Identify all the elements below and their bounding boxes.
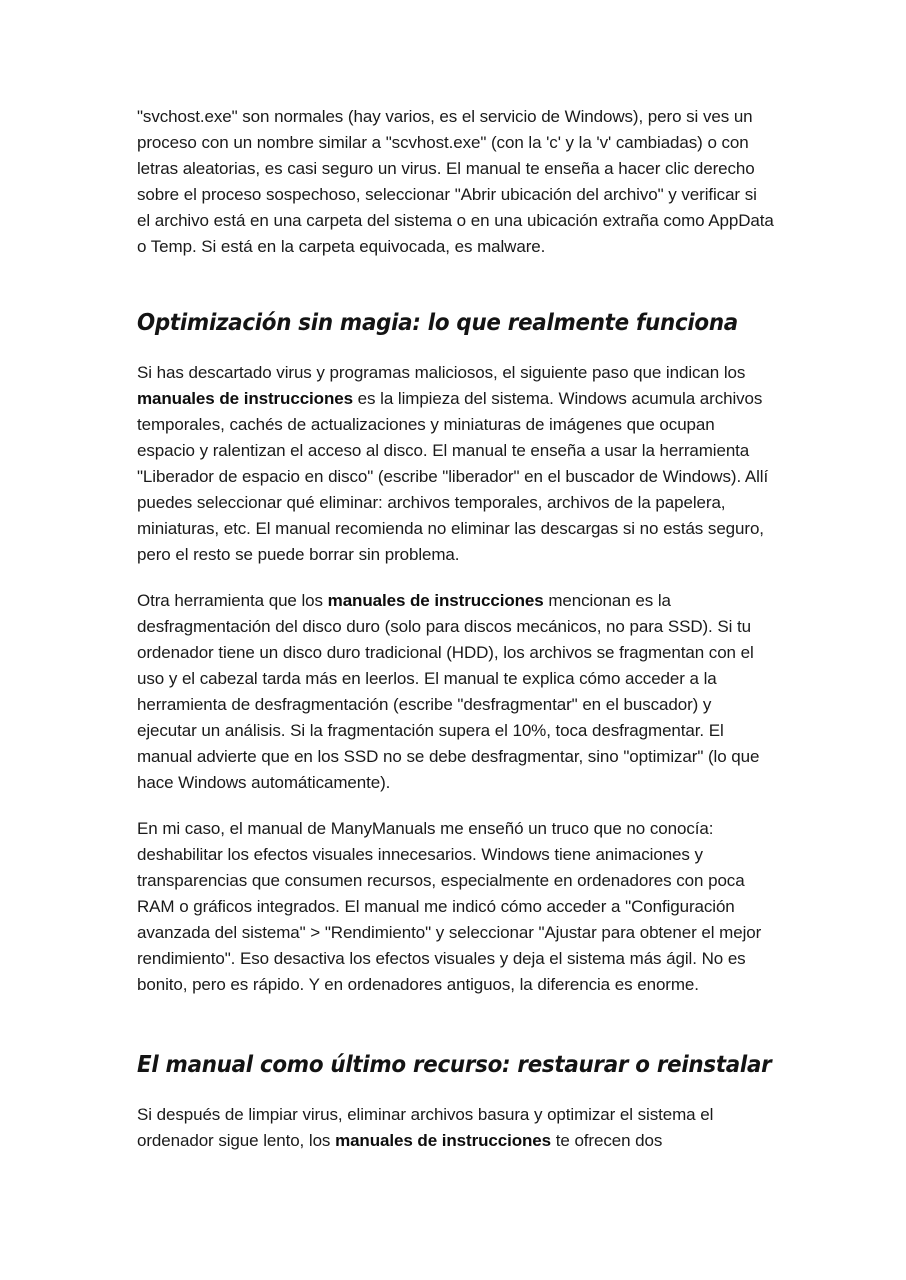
emphasis-text: manuales de instrucciones	[327, 591, 544, 610]
paragraph-run: "svchost.exe" son normales (hay varios, es el servicio de Windows), pero si ves un proceso con un nombre similar a "scvhost.exe" (con la 'c' y la 'v' cambiadas) o con letras aleatorias, es casi seguro un virus. El manual te enseña a hacer clic derecho sobre el proceso sospechoso, seleccionar "Abrir ubicación del archivo" y verificar si el archivo está en una carpeta del sistema o en una ubicación extraña como AppData o Temp. Si está en la carpeta equivocada, es malware.	[137, 107, 774, 256]
paragraph-run: te ofrecen dos	[551, 1131, 663, 1150]
heading-optimizacion-wrapper	[137, 280, 774, 360]
paragraph-svchost	[137, 104, 774, 260]
paragraph-desfragmentacion	[137, 588, 774, 796]
heading-ultimo-recurso: El manual como último recurso: restaurar o reinstalar	[137, 1052, 772, 1078]
paragraph-limpieza	[137, 360, 774, 568]
document-content	[137, 104, 774, 1174]
paragraph-ultimo-recurso	[137, 1102, 774, 1154]
paragraph-run: En mi caso, el manual de ManyManuals me enseñó un truco que no conocía: deshabilitar los efectos visuales innecesarios. Windows tiene animaciones y transparencias que consumen recursos, especialmente en ordenadores con poca RAM o gráficos integrados. El manual me indicó cómo acceder a "Configuración avanzada del sistema" > "Rendimiento" y seleccionar "Ajustar para obtener el mejor rendimiento". Eso desactiva los efectos visuales y deja el sistema más ágil. No es bonito, pero es rápido. Y en ordenadores antiguos, la diferencia es enorme.	[137, 819, 762, 994]
paragraph-run: mencionan es la desfragmentación del disco duro (solo para discos mecánicos, no para SSD). Si tu ordenador tiene un disco duro tradicional (HDD), los archivos se fragmentan con el uso y el cabezal tarda más en leerlos. El manual te explica cómo acceder a la herramienta de desfragmentación (escribe "desfragmentar" en el buscador) y ejecutar un análisis. Si la fragmentación supera el 10%, toca desfragmentar. El manual advierte que en los SSD no se debe desfragmentar, sino "optimizar" (lo que hace Windows automáticamente).	[137, 591, 760, 792]
heading-optimizacion: Optimización sin magia: lo que realmente funciona	[137, 310, 738, 336]
emphasis-text: manuales de instrucciones	[335, 1131, 552, 1150]
paragraph-run: Si has descartado virus y programas maliciosos, el siguiente paso que indican los	[137, 363, 746, 382]
paragraph-run: Si después de limpiar virus, eliminar archivos basura y optimizar el sistema el ordenador sigue lento, los	[137, 1105, 714, 1150]
paragraph-run: Otra herramienta que los	[137, 591, 328, 610]
paragraph-run: es la limpieza del sistema. Windows acumula archivos temporales, cachés de actualizaciones y miniaturas de imágenes que ocupan espacio y ralentizan el acceso al disco. El manual te enseña a usar la herramienta "Liberador de espacio en disco" (escribe "liberador" en el buscador de Windows). Allí puedes seleccionar qué eliminar: archivos temporales, archivos de la papelera, miniaturas, etc. El manual recomienda no eliminar las descargas si no estás seguro, pero el resto se puede borrar sin problema.	[137, 389, 769, 564]
heading-ultimo-recurso-wrapper	[137, 1018, 774, 1102]
paragraph-efectos-visuales	[137, 816, 774, 998]
emphasis-text: manuales de instrucciones	[137, 389, 353, 408]
